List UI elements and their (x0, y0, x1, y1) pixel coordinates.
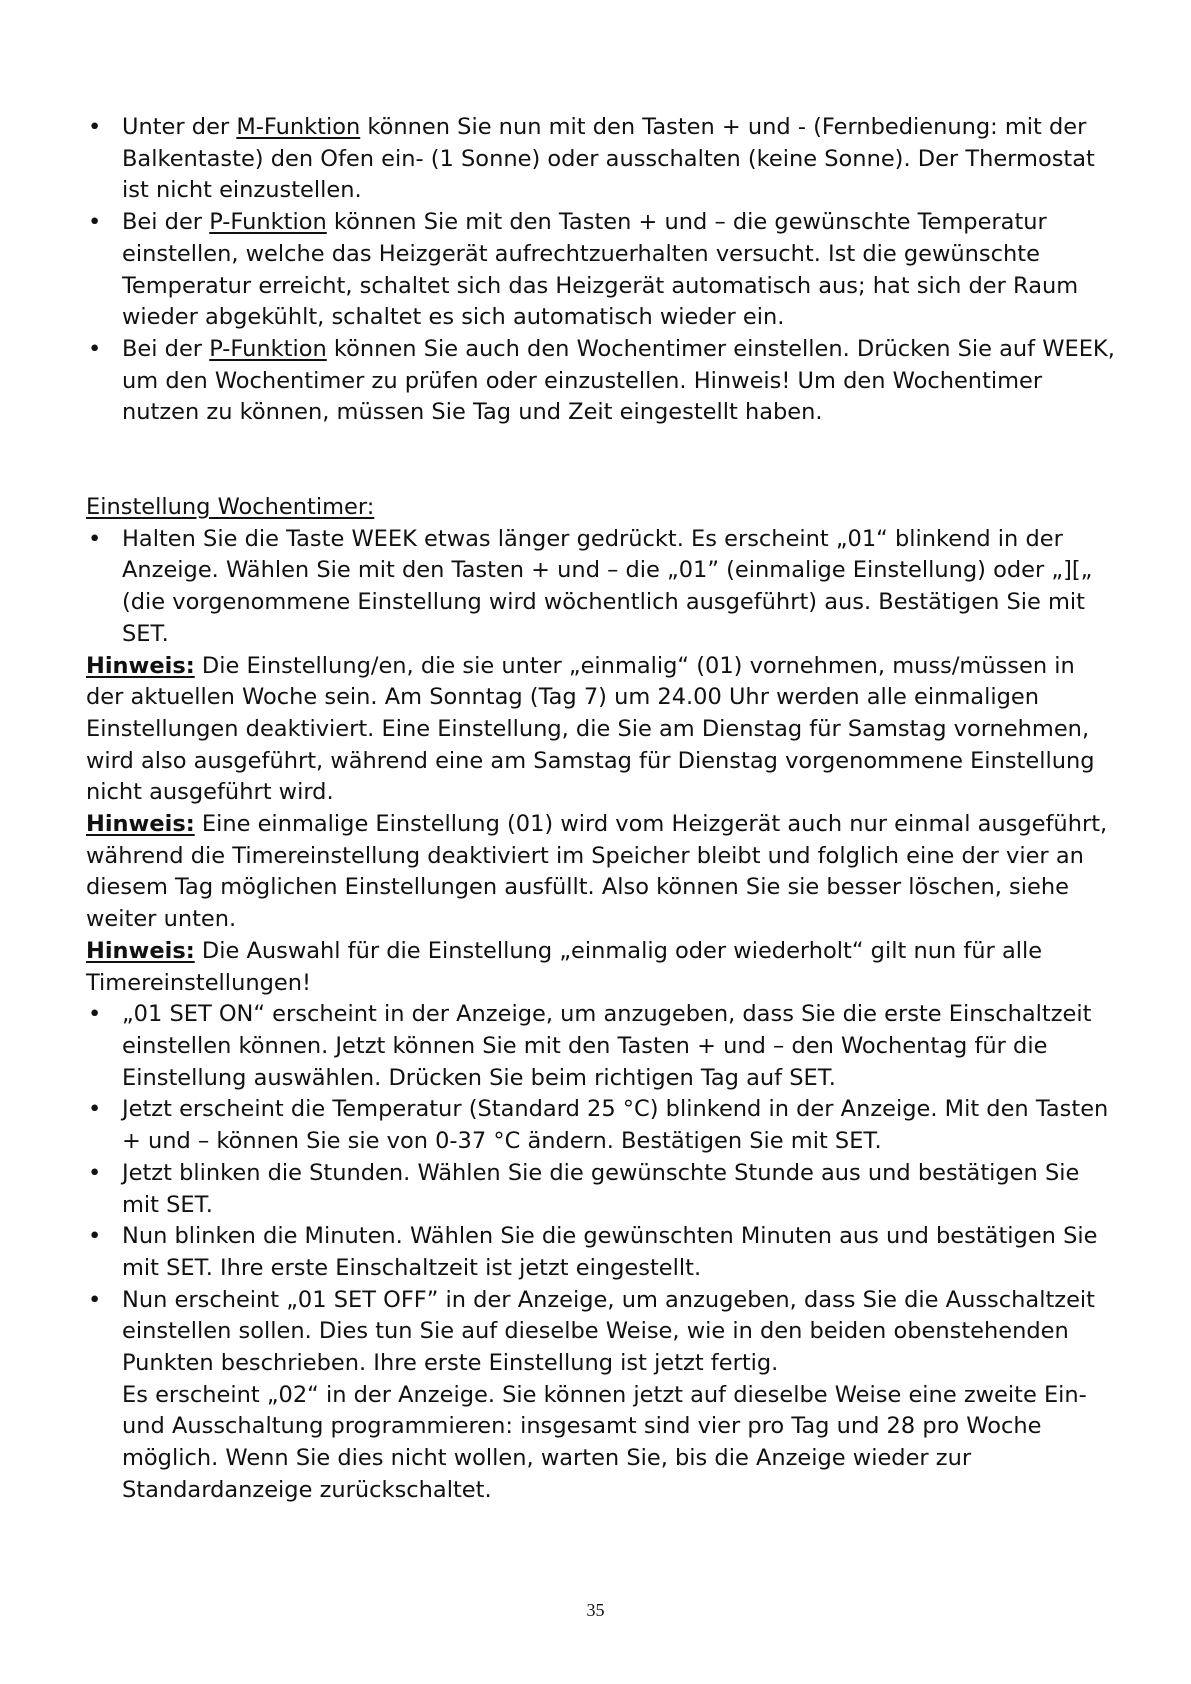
bullet-continuation-text: Es erscheint „02“ in der Anzeige. Sie können jetzt auf dieselbe Weise eine zweite Ein- und Ausschaltung programmieren: insgesamt sind vier pro Tag und 28 pro Woche möglich. Wenn Sie dies nicht wollen, warten Sie, bis die Anzeige wieder zur Standardanzeige zurückschaltet. (122, 1381, 1087, 1503)
note-text: Eine einmalige Einstellung (01) wird vom Heizgerät auch nur einmal ausgeführt, während die Timereinstellung deaktiviert im Speicher bleibt und folglich eine der vier an diesem Tag möglichen Einstellungen ausfüllt. Also können Sie sie besser löschen, siehe weiter unten. (86, 811, 1108, 933)
note-label: Hinweis: (86, 652, 195, 679)
bullet-text: Jetzt erscheint die Temperatur (Standard 25 °C) blinkend in der Anzeige. Mit den Tasten + und – können Sie sie von 0-37 °C ändern. Bestätigen Sie mit SET. (122, 1096, 1109, 1155)
bullet-text-rest: können Sie nun mit den Tasten + und - (Fernbedienung: mit der Balkentaste) den Ofen ein- (1 Sonne) oder ausschalten (keine Sonne). Der Thermostat ist nicht einzustellen. (122, 114, 1095, 204)
bullet-icon: • (88, 335, 102, 362)
list-item (86, 524, 1116, 651)
note-paragraph (86, 936, 1116, 999)
bullet-icon: • (88, 1096, 102, 1123)
bullet-text: Nun blinken die Minuten. Wählen Sie die gewünschten Minuten aus und bestätigen Sie mit SET. Ihre erste Einschaltzeit ist jetzt eingestellt. (122, 1223, 1098, 1281)
bullet-icon: • (88, 1223, 102, 1250)
bullet-icon: • (88, 114, 102, 140)
section-heading: Einstellung Wochentimer: (86, 494, 375, 521)
note-paragraph (86, 651, 1116, 810)
bullet-text: Nun erscheint „01 SET OFF” in der Anzeige, um anzugeben, dass Sie die Ausschaltzeit einstellen sollen. Dies tun Sie auf dieselbe Weise, wie in den beiden obenstehenden Punkten beschrieben. Ihre erste Einstellung ist jetzt fertig. (122, 1286, 1095, 1377)
bullet-text: Halten Sie die Taste WEEK etwas länger gedrückt. Es erscheint „01“ blinkend in der Anzeige. Wählen Sie mit den Tasten + und – die „01” (einmalige Einstellung) oder „][„ (die vorgenommene Einstellung wird wöchentlich ausgeführt) aus. Bestätigen Sie mit SET. (122, 525, 1093, 647)
list-item (86, 1158, 1116, 1221)
section-spacer (86, 429, 1116, 492)
bullet-text-rest: können Sie auch den Wochentimer einstellen. Drücken Sie auf WEEK, um den Wochentimer zu prüfen oder einzustellen. Hinweis! Um den Wochentimer nutzen zu können, müssen Sie Tag und Zeit eingestellt haben. (122, 335, 1115, 426)
weektimer-steps-list (86, 999, 1116, 1506)
note-label: Hinweis: (86, 937, 195, 964)
bullet-text: „01 SET ON“ erscheint in der Anzeige, um anzugeben, dass Sie die erste Einschaltzeit einstellen können. Jetzt können Sie mit den Tasten + und – den Wochentag für die Einstellung auswählen. Drücken Sie beim richtigen Tag auf SET. (122, 1001, 1092, 1091)
note-text: Die Einstellung/en, die sie unter „einmalig“ (01) vornehmen, muss/müssen in der aktuellen Woche sein. Am Sonntag (Tag 7) um 24.00 Uhr werden alle einmaligen Einstellungen deaktiviert. Eine Einstellung, die Sie am Dienstag für Samstag vornehmen, wird also ausgeführt, während eine am Samstag für Dienstag vorgenommene Einstellung nicht ausgeführt wird. (86, 652, 1095, 806)
list-item (86, 1094, 1116, 1157)
weektimer-first-step (86, 524, 1116, 651)
bullet-text-start: Unter der (122, 114, 237, 140)
list-item (86, 112, 1116, 207)
intro-bullet-list (86, 112, 1116, 429)
bullet-text-start: Bei der (122, 209, 210, 236)
bullet-icon: • (88, 1286, 102, 1313)
page-number: 35 (586, 1600, 605, 1620)
list-item (86, 999, 1116, 1094)
list-item (86, 334, 1116, 429)
note-text: Die Auswahl für die Einstellung „einmalig oder wiederholt“ gilt nun für alle Timereinstellungen! (86, 937, 1043, 996)
bullet-text: Jetzt blinken die Stunden. Wählen Sie die gewünschte Stunde aus und bestätigen Sie mit SET. (122, 1159, 1080, 1218)
bullet-text-rest: können Sie mit den Tasten + und – die gewünschte Temperatur einstellen, welche das Heizgerät aufrechtzuerhalten versucht. Ist die gewünschte Temperatur erreicht, schaltet sich das Heizgerät automatisch aus; hat sich der Raum wieder abgekühlt, schaltet es sich automatisch wieder ein. (122, 209, 1079, 331)
bullet-text-start: Bei der (122, 335, 210, 362)
note-label: Hinweis: (86, 811, 195, 838)
p-funktion-term: P-Funktion (209, 335, 327, 362)
document-page (86, 112, 1116, 1507)
bullet-icon: • (88, 1159, 102, 1186)
list-item (86, 1285, 1116, 1507)
p-funktion-term: P-Funktion (209, 209, 327, 236)
bullet-icon: • (88, 525, 102, 552)
list-item (86, 207, 1116, 334)
bullet-icon: • (88, 1001, 102, 1028)
note-paragraph (86, 809, 1116, 936)
m-funktion-term: M-Funktion (236, 114, 361, 140)
bullet-icon: • (88, 209, 102, 236)
list-item (86, 1221, 1116, 1284)
